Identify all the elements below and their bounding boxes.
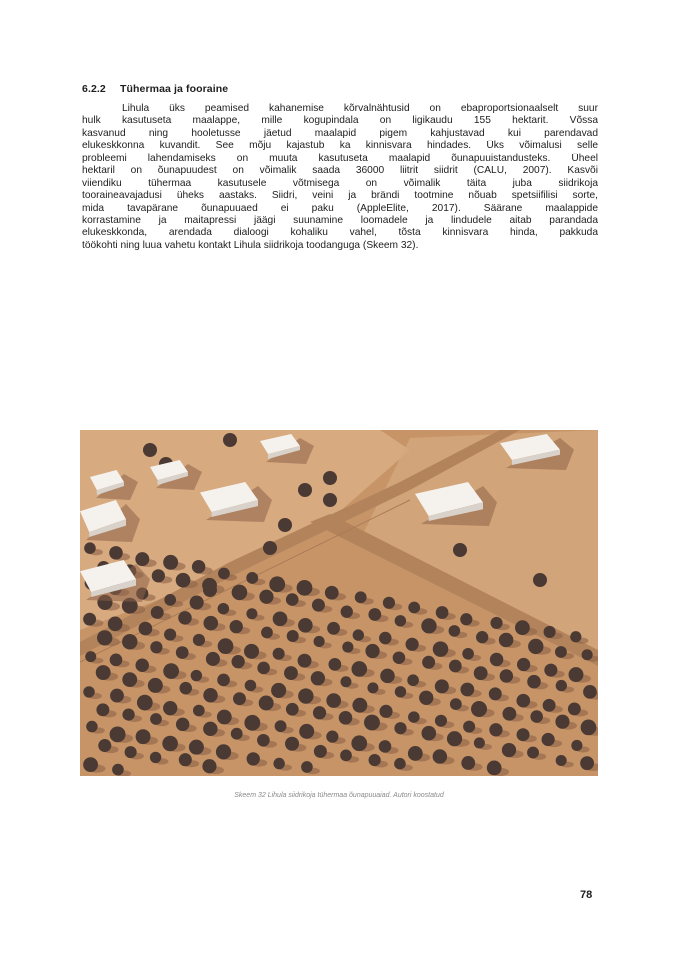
- tree: [97, 630, 112, 645]
- tree: [152, 569, 165, 582]
- tree: [460, 613, 472, 625]
- tree: [163, 663, 179, 679]
- tree: [543, 699, 556, 712]
- tree: [325, 586, 339, 600]
- tree: [298, 654, 312, 668]
- tree: [122, 672, 137, 687]
- tree: [285, 737, 299, 751]
- tree: [232, 585, 248, 601]
- tree: [135, 659, 148, 672]
- tree: [314, 745, 327, 758]
- tree: [191, 670, 202, 681]
- tree: [461, 756, 475, 770]
- tree: [339, 711, 353, 725]
- tree: [122, 708, 134, 720]
- tree: [298, 483, 312, 497]
- tree: [453, 543, 467, 557]
- tree: [148, 678, 163, 693]
- tree: [125, 746, 137, 758]
- tree: [583, 685, 597, 699]
- tree: [278, 518, 292, 532]
- tree: [353, 629, 364, 640]
- tree: [517, 658, 530, 671]
- tree: [340, 750, 352, 762]
- tree: [527, 675, 541, 689]
- tree: [275, 720, 287, 732]
- tree: [230, 620, 243, 633]
- tree: [555, 715, 569, 729]
- paragraph-line: korrastamine ja maitapressi jäägi suunamine loomadele ja lindudele aitab parandada: [82, 214, 598, 226]
- tree: [112, 764, 124, 776]
- tree: [189, 740, 204, 755]
- tree: [284, 666, 298, 680]
- tree: [408, 746, 423, 761]
- tree: [580, 756, 594, 770]
- paragraph-line: tooraineavajadusi üheks aastaks. Siidri, veini ja brändi tootmine nõuab spetsiifilisi sorte,: [82, 190, 598, 202]
- tree: [85, 651, 96, 662]
- paragraph-line: probleemi lahendamiseks on muuta kasutuseta maalapid õunapuuistandusteks. Üheel: [82, 152, 598, 164]
- tree: [273, 758, 284, 769]
- tree: [193, 705, 205, 717]
- tree: [179, 682, 192, 695]
- tree: [151, 606, 164, 619]
- tree: [395, 615, 406, 626]
- tree: [326, 731, 338, 743]
- tree: [500, 669, 513, 682]
- tree: [515, 620, 530, 635]
- tree: [406, 638, 419, 651]
- tree: [164, 594, 176, 606]
- tree: [421, 618, 436, 633]
- tree: [217, 674, 230, 687]
- tree: [379, 632, 392, 645]
- tree: [393, 651, 406, 664]
- tree: [297, 580, 313, 596]
- tree: [471, 701, 487, 717]
- tree: [328, 658, 341, 671]
- tree: [286, 593, 299, 606]
- paragraph-line: viiendiku tühermaa kasutusele võtmisega on võimalik täita juba siidrikoja: [82, 177, 598, 189]
- section-heading: [82, 83, 228, 95]
- tree: [108, 617, 123, 632]
- tree: [474, 737, 485, 748]
- tree: [450, 698, 462, 710]
- tree: [383, 597, 395, 609]
- tree: [556, 755, 567, 766]
- orchard-aerial-figure: [80, 430, 598, 776]
- tree: [135, 552, 149, 566]
- tree: [327, 622, 340, 635]
- tree: [581, 720, 597, 736]
- tree: [365, 644, 379, 658]
- figure-caption: Skeem 32 Lihula siidrikoja tühermaa õunapuuaiad. Autori koostatud: [234, 792, 444, 799]
- tree: [570, 631, 581, 642]
- tree: [96, 665, 111, 680]
- tree: [301, 761, 313, 773]
- tree: [261, 627, 273, 639]
- tree: [436, 606, 449, 619]
- tree: [244, 644, 259, 659]
- tree: [192, 560, 205, 573]
- tree: [150, 713, 162, 725]
- tree: [312, 599, 325, 612]
- paragraph-line: kasvanud ning hooletusse jäetud maalapid pigem kahjustavad kui parendavad: [82, 127, 598, 139]
- tree: [176, 718, 189, 731]
- tree: [340, 676, 351, 687]
- tree: [530, 710, 543, 723]
- tree: [216, 744, 231, 759]
- tree: [271, 683, 286, 698]
- tree: [203, 722, 217, 736]
- tree: [193, 634, 205, 646]
- tree: [150, 752, 161, 763]
- tree: [150, 641, 162, 653]
- tree: [528, 639, 543, 654]
- tree: [202, 759, 216, 773]
- tree: [269, 576, 285, 592]
- tree: [223, 433, 237, 447]
- tree: [257, 734, 270, 747]
- tree: [533, 573, 547, 587]
- tree: [83, 686, 94, 697]
- tree: [460, 683, 474, 697]
- tree: [326, 693, 341, 708]
- tree: [287, 630, 299, 642]
- tree: [568, 702, 581, 715]
- body-paragraph: [82, 103, 598, 252]
- tree: [139, 622, 153, 636]
- tree: [571, 740, 582, 751]
- tree: [394, 758, 406, 770]
- paragraph-line: töökohti ning luua vahetu kontakt Lihula siidrikoja toodanguga (Skeem 32).: [82, 239, 419, 251]
- tree: [490, 617, 502, 629]
- tree: [474, 666, 488, 680]
- tree: [84, 542, 96, 554]
- tree: [263, 541, 277, 555]
- tree: [286, 703, 299, 716]
- tree: [164, 628, 176, 640]
- paragraph-line: hulk kasutuseta maalappe, mille kogupindala on ligikaudu 155 hektarit. Võssa: [82, 115, 598, 127]
- tree: [352, 698, 367, 713]
- tree: [203, 688, 217, 702]
- tree: [490, 653, 503, 666]
- tree: [555, 646, 567, 658]
- tree: [109, 546, 123, 560]
- paragraph-line: Lihula üks peamised kahanemise kõrvalnähtusid on ebaproportsionaalselt suur: [122, 103, 598, 114]
- tree: [487, 761, 502, 776]
- tree: [136, 729, 151, 744]
- tree: [179, 753, 192, 766]
- tree: [137, 695, 153, 711]
- tree: [273, 612, 288, 627]
- tree: [516, 694, 530, 708]
- tree: [298, 688, 313, 703]
- tree: [273, 648, 285, 660]
- tree: [206, 652, 220, 666]
- tree: [556, 680, 567, 691]
- tree: [218, 638, 234, 654]
- tree: [178, 611, 192, 625]
- tree: [422, 656, 435, 669]
- tree: [408, 711, 420, 723]
- tree: [489, 723, 502, 736]
- section-number: 6.2.2: [82, 83, 106, 95]
- tree: [313, 706, 326, 719]
- tree: [323, 493, 337, 507]
- tree: [232, 655, 245, 668]
- tree: [176, 646, 189, 659]
- tree: [407, 674, 419, 686]
- tree: [259, 696, 274, 711]
- tree: [203, 583, 217, 597]
- tree: [110, 689, 124, 703]
- tree: [433, 641, 449, 657]
- tree: [544, 626, 556, 638]
- tree: [110, 654, 123, 667]
- tree: [380, 669, 395, 684]
- tree: [246, 572, 258, 584]
- tree: [351, 661, 367, 677]
- tree: [143, 443, 157, 457]
- tree: [449, 660, 462, 673]
- tree: [517, 728, 530, 741]
- tree: [499, 633, 514, 648]
- tree: [449, 625, 461, 637]
- tree: [379, 740, 392, 753]
- tree: [408, 602, 420, 614]
- tree: [323, 471, 337, 485]
- tree: [435, 715, 447, 727]
- tree: [582, 649, 593, 660]
- tree: [122, 634, 137, 649]
- tree: [368, 608, 381, 621]
- tree: [447, 731, 462, 746]
- tree: [369, 754, 381, 766]
- tree: [394, 722, 406, 734]
- tree: [217, 710, 232, 725]
- tree: [246, 608, 257, 619]
- tree: [231, 728, 243, 740]
- tree: [342, 641, 353, 652]
- tree: [247, 752, 260, 765]
- tree: [379, 705, 392, 718]
- tree: [98, 739, 111, 752]
- tree: [569, 667, 584, 682]
- tree: [542, 733, 555, 746]
- tree: [203, 616, 218, 631]
- tree: [218, 568, 230, 580]
- tree: [244, 715, 260, 731]
- tree: [367, 682, 378, 693]
- tree: [421, 726, 436, 741]
- tree: [162, 736, 178, 752]
- tree: [527, 747, 539, 759]
- tree: [419, 691, 433, 705]
- tree: [259, 590, 273, 604]
- tree: [462, 648, 474, 660]
- tree: [463, 721, 475, 733]
- tree: [476, 631, 488, 643]
- tree: [355, 591, 367, 603]
- tree: [110, 726, 126, 742]
- tree: [489, 687, 502, 700]
- tree: [435, 679, 449, 693]
- tree: [86, 721, 97, 732]
- tree: [163, 555, 178, 570]
- tree: [395, 686, 406, 697]
- paragraph-line: elukeskkonda, arendada dialoogi kohaliku vahel, tõsta kinnisvara hinda, pakkuda: [82, 227, 598, 239]
- paragraph-line: elukeskkonna kuvandit. See mõju kajastub ka kinnisvara hindades. Üks võimalusi selle: [82, 140, 598, 152]
- tree: [502, 743, 516, 757]
- tree: [257, 662, 270, 675]
- tree: [351, 735, 367, 751]
- tree: [544, 664, 557, 677]
- tree: [311, 671, 325, 685]
- page-number: 78: [580, 889, 593, 901]
- tree: [298, 618, 313, 633]
- tree: [190, 595, 204, 609]
- tree: [314, 636, 325, 647]
- section-title: Tühermaa ja fooraine: [120, 83, 229, 95]
- tree: [83, 757, 98, 772]
- tree: [176, 573, 191, 588]
- tree: [341, 606, 353, 618]
- tree: [299, 724, 314, 739]
- tree: [502, 707, 516, 721]
- tree: [245, 680, 257, 692]
- tree: [364, 715, 380, 731]
- tree: [96, 703, 109, 716]
- tree: [83, 613, 96, 626]
- tree: [433, 749, 448, 764]
- tree: [218, 603, 230, 615]
- tree: [163, 701, 177, 715]
- tree: [233, 692, 246, 705]
- orchard-illustration: [80, 430, 598, 776]
- paragraph-line: mida tavapärane õunapuuaed ei paku (AppleElite, 2017). Säärane maalappide: [82, 202, 598, 214]
- paragraph-line: hektaril on õunapuudest on võimalik saada 36000 liitrit siidrit (CALU, 2007). Kasvõi: [82, 165, 598, 177]
